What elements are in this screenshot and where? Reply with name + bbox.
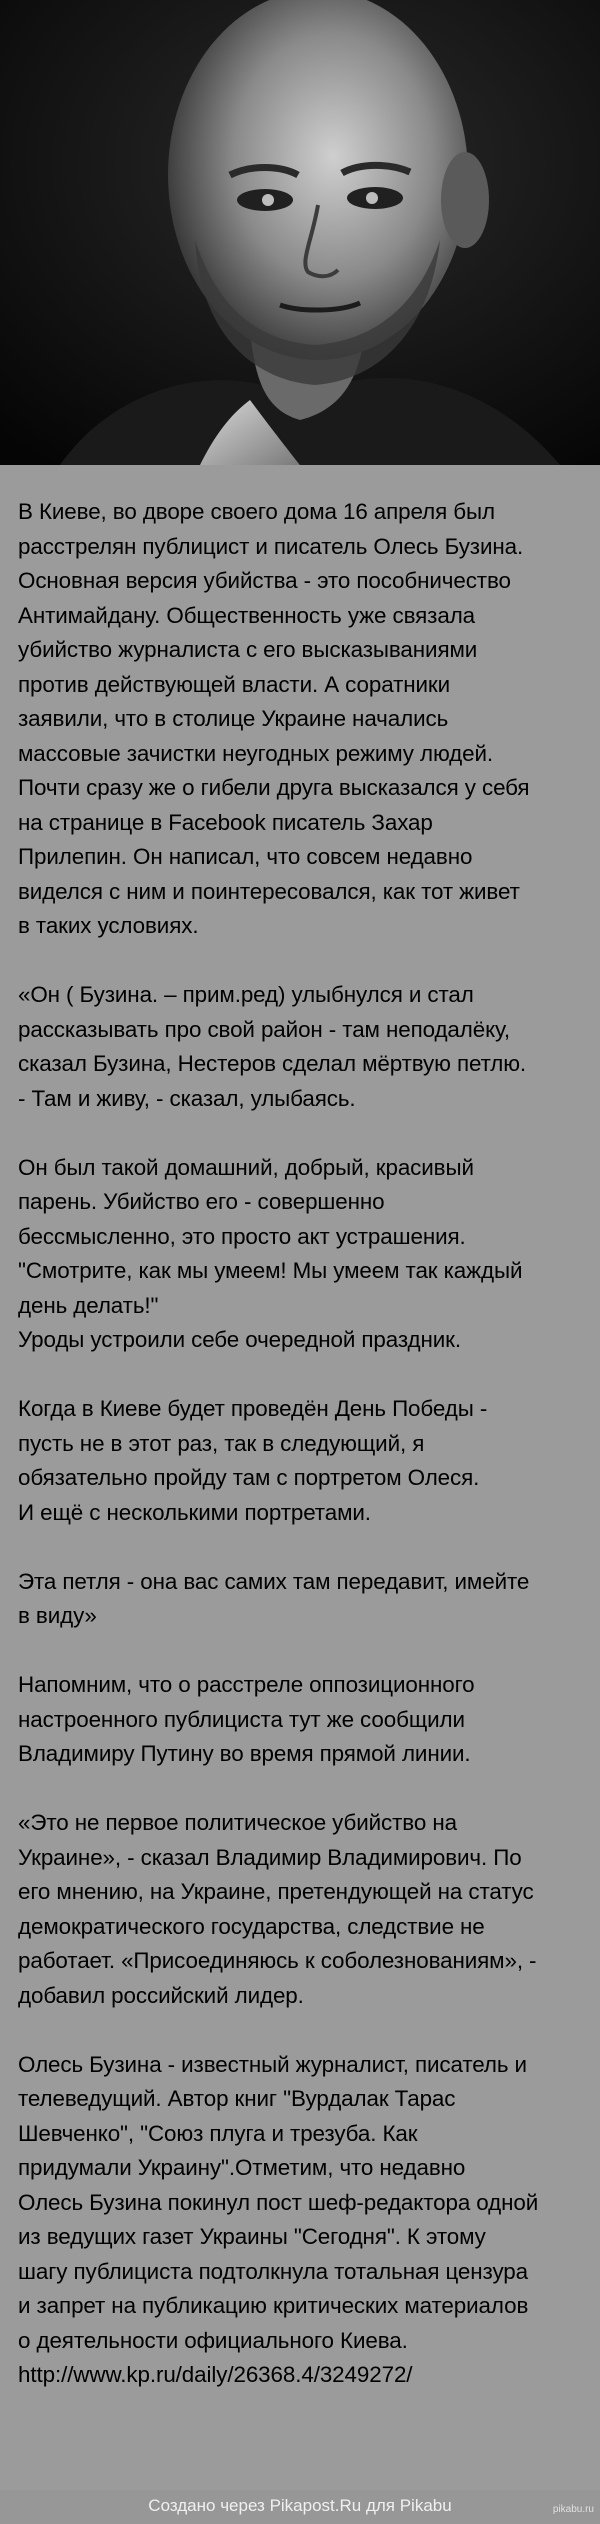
portrait-image	[0, 0, 600, 465]
portrait-photo	[0, 0, 600, 465]
footer-bar	[0, 2490, 600, 2524]
article-paragraph: Эта петля - она вас самих там передавит, имейте в виду»	[18, 1568, 530, 1628]
article-paragraph: Олесь Бузина - известный журналист, писатель и телеведущий. Автор книг "Вурдалак Тарас Шевченко", "Союз плуга и трезуба. Как придумали Украину".Отметим, что недавно Олесь Бузина покинул пост шеф-редактора одной из ведущих газет Украины "Сегодня". К этому шагу публициста подтолкнула тотальная цензура и запрет на публикацию критических материалов о деятельности официального Киева. http://www.kp.ru/daily/26368.4/3249272/	[18, 2051, 539, 2387]
article-paragraph: «Это не первое политическое убийство на Украине», - сказал Владимир Владимирович. По его мнению, на Украине, претендующей на статус демократического государства, следствие не работает. «Присоединяюсь к соболезнованиям», - добавил российский лидер.	[18, 1810, 537, 2008]
watermark: pikabu.ru	[552, 2504, 594, 2515]
article-paragraph: Когда в Киеве будет проведён День Победы - пусть не в этот раз, так в следующий, я обязательно пройду там с портретом Олеся. И ещё с несколькими портретами.	[18, 1396, 488, 1525]
article-paragraph: Он был такой домашний, добрый, красивый парень. Убийство его - совершенно бессмысленно, это просто акт устрашения. "Смотрите, как мы умеем! Мы умеем так каждый день делать!" Уроды устроили себе очередной праздник.	[18, 1154, 523, 1352]
article-paragraph: Напомним, что о расстреле оппозиционного настроенного публициста тут же сообщили Владимиру Путину во время прямой линии.	[18, 1672, 475, 1766]
article-body	[0, 465, 600, 2425]
article-paragraph: «Он ( Бузина. – прим.ред) улыбнулся и стал рассказывать про свой район - там неподалёку, сказал Бузина, Нестеров сделал мёртвую петлю. - Там и живу, - сказал, улыбаясь.	[18, 982, 527, 1111]
article-paragraph: В Киеве, во дворе своего дома 16 апреля был расстрелян публицист и писатель Олесь Бузина. Основная версия убийства - это пособничество Антимайдану. Общественность уже связала убийство журналиста с его высказываниями против действующей власти. А соратники заявили, что в столице Украине начались массовые зачистки неугодных режиму людей. Почти сразу же о гибели друга высказался у себя на странице в Facebook писатель Захар Прилепин. Он написал, что совсем недавно виделся с ним и поинтересовался, как тот живет в таких условиях.	[18, 499, 530, 938]
footer-credit: Создано через Pikapost.Ru для Pikabu	[148, 2496, 452, 2515]
